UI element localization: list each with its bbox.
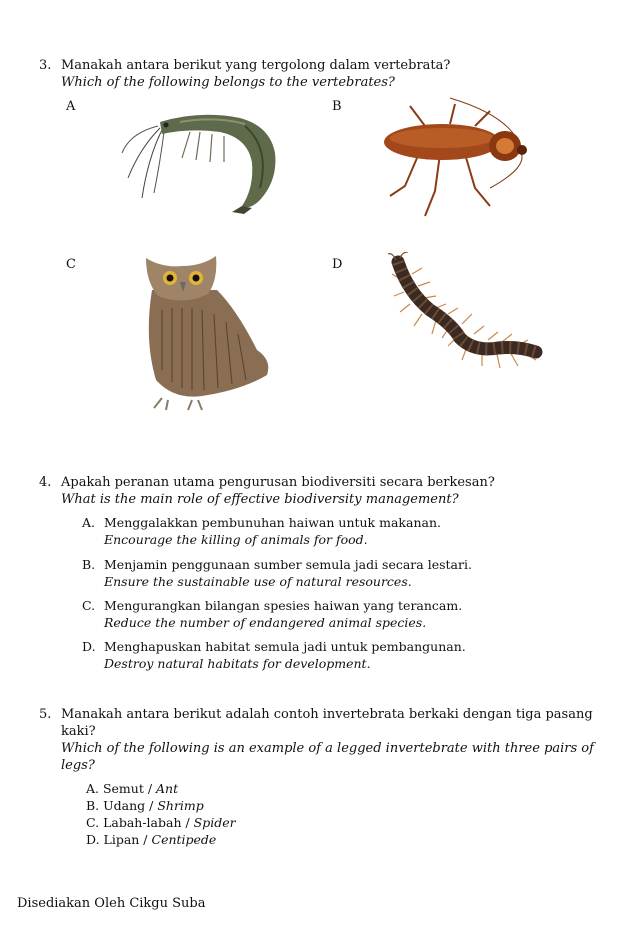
q3-label-a: A xyxy=(66,99,76,114)
q5-option-a: A. Semut / Ant xyxy=(86,781,179,796)
q4-option-a-letter: A. xyxy=(82,515,96,530)
q5-text-malay-line1: Manakah antara berikut adalah contoh invertebrata berkaki dengan tiga pasang xyxy=(61,707,593,722)
q4-option-d-malay: Menghapuskan habitat semula jadi untuk pembangunan. xyxy=(104,639,466,654)
q4-option-c-english: Reduce the number of endangered animal species. xyxy=(104,615,427,630)
shrimp-image xyxy=(120,108,285,216)
owl-image xyxy=(122,250,280,412)
q3-label-d: D xyxy=(332,257,343,272)
q4-option-a-malay: Menggalakkan pembunuhan haiwan untuk makanan. xyxy=(104,515,441,530)
q3-text-english: Which of the following belongs to the vertebrates? xyxy=(61,75,395,90)
q3-number: 3. xyxy=(39,58,52,73)
q5-option-c: C. Labah-labah / Spider xyxy=(86,815,236,830)
q4-text-english: What is the main role of effective biodiversity management? xyxy=(61,492,459,507)
q3-text-malay: Manakah antara berikut yang tergolong dalam vertebrata? xyxy=(61,58,451,73)
cockroach-image xyxy=(380,96,535,218)
q4-option-c-malay: Mengurangkan bilangan spesies haiwan yang terancam. xyxy=(104,598,463,613)
q4-option-d-english: Destroy natural habitats for development. xyxy=(104,656,371,671)
q4-option-b-english: Ensure the sustainable use of natural resources. xyxy=(104,574,412,589)
q5-option-d: D. Lipan / Centipede xyxy=(86,832,217,847)
q4-number: 4. xyxy=(39,475,52,490)
q4-option-b-malay: Menjamin penggunaan sumber semula jadi secara lestari. xyxy=(104,557,472,572)
q5-text-english-line2: legs? xyxy=(61,758,95,773)
q3-label-c: C xyxy=(66,257,76,272)
q5-text-malay-line2: kaki? xyxy=(61,724,96,739)
q4-option-b-letter: B. xyxy=(82,557,96,572)
footer-credit: Disediakan Oleh Cikgu Suba xyxy=(17,896,206,911)
q3-label-b: B xyxy=(332,99,342,114)
q5-option-b: B. Udang / Shrimp xyxy=(86,798,204,813)
q5-number: 5. xyxy=(39,707,52,722)
centipede-image xyxy=(388,252,543,387)
q4-text-malay: Apakah peranan utama pengurusan biodiversiti secara berkesan? xyxy=(61,475,495,490)
q4-option-c-letter: C. xyxy=(82,598,96,613)
q4-option-a-english: Encourage the killing of animals for food. xyxy=(104,532,368,547)
q5-text-english-line1: Which of the following is an example of a legged invertebrate with three pairs of xyxy=(61,741,594,756)
q4-option-d-letter: D. xyxy=(82,639,96,654)
